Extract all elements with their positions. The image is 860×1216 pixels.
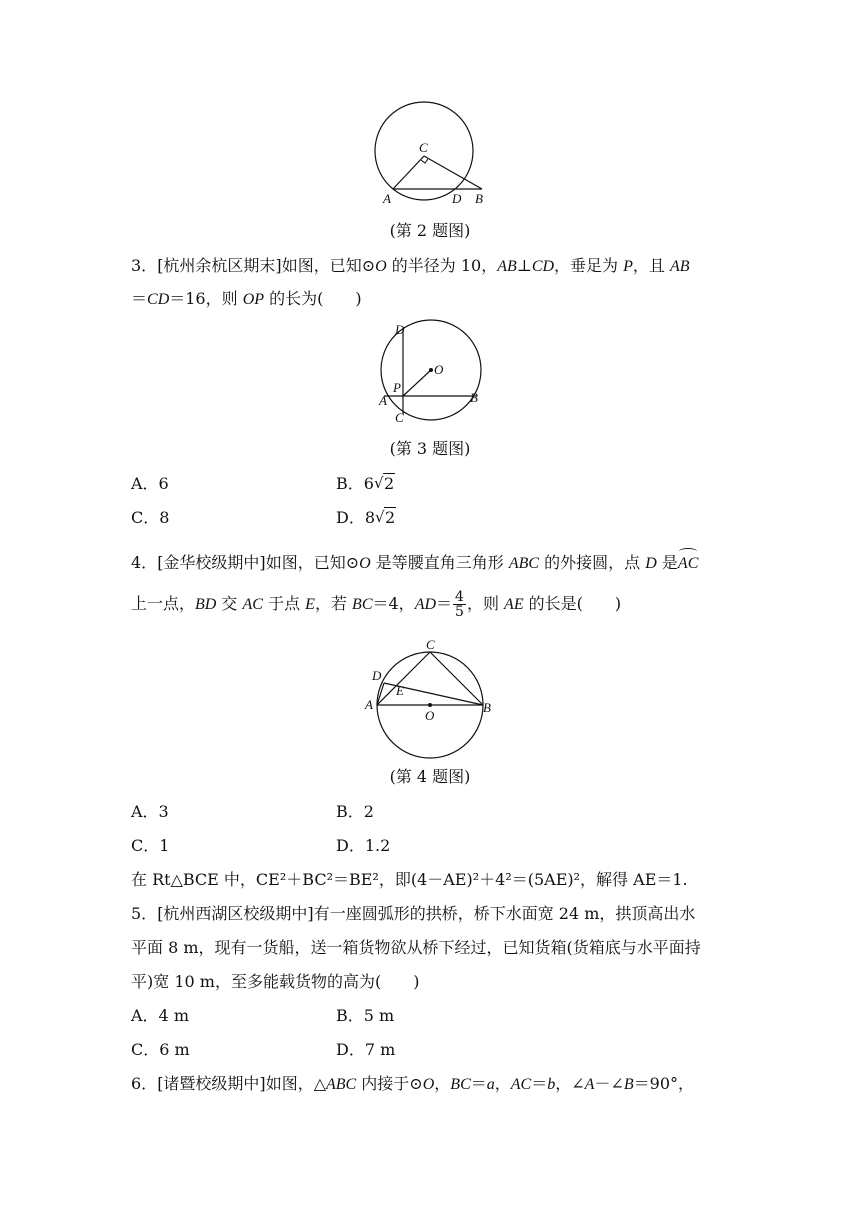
label-c: C — [426, 637, 435, 652]
question-5-line-3: 平)宽 10 m，至多能载货物的高为( ) — [131, 972, 420, 991]
sqrt-symbol: √ 2 — [375, 508, 396, 527]
figure-3-diagram — [375, 318, 490, 428]
question-5-line-1: 5．[杭州西湖区校级期中]有一座圆弧形的拱桥，桥下水面宽 24 m，拱顶高出水 — [131, 904, 696, 923]
segment-op — [403, 370, 431, 396]
right-angle-mark — [421, 159, 428, 163]
label-b: B — [483, 700, 491, 715]
center-dot — [429, 368, 433, 372]
q5-option-d[interactable]: D．7 m — [336, 1040, 396, 1059]
q4-option-b[interactable]: B．2 — [336, 802, 374, 821]
q5-option-c[interactable]: C．6 m — [131, 1040, 190, 1059]
segment-cb — [424, 156, 482, 189]
q3-option-b[interactable]: B．6 √ 2 — [336, 474, 395, 493]
question-6-line-1: 6．[诸暨校级期中]如图，△ABC 内接于⊙O，BC＝a，AC＝b，∠A－∠B＝90°， — [131, 1074, 695, 1093]
label-c: C — [395, 410, 404, 425]
q5-option-a[interactable]: A．4 m — [131, 1006, 189, 1025]
q4-option-a[interactable]: A．3 — [131, 802, 169, 821]
segment-ac — [393, 156, 424, 189]
arc-ac: AC — [678, 552, 698, 575]
q4-option-d[interactable]: D．1.2 — [336, 836, 391, 855]
label-e: E — [396, 683, 404, 698]
label-a: A — [379, 393, 387, 408]
label-d: D — [452, 191, 462, 206]
figure-4-diagram — [362, 636, 497, 761]
figure-4-caption: (第 4 题图) — [389, 767, 471, 786]
q4-solution: 在 Rt△BCE 中，CE²＋BC²＝BE²，即(4－AE)²＋4²＝(5AE)²，解得 AE＝1. — [131, 870, 688, 889]
label-c: C — [419, 140, 428, 155]
q5-option-b[interactable]: B．5 m — [336, 1006, 395, 1025]
sqrt-symbol: √ 2 — [373, 474, 395, 493]
question-5-line-2: 平面 8 m，现有一货船，送一箱货物欲从桥下经过，已知货箱(货箱底与水平面持 — [131, 938, 701, 957]
figure-3-caption: (第 3 题图) — [389, 439, 471, 458]
question-4-line-2: 上一点，BD 交 AC 于点 E，若 BC＝4，AD＝ $\frac{4}{5}$ ，则 AE 的长是( ) — [131, 589, 622, 620]
fraction-4-5: $\frac{4}{5}$ — [455, 589, 464, 620]
label-a: A — [383, 191, 391, 206]
question-4-line-1: 4．[金华校级期中]如图，已知⊙O 是等腰直角三角形 ABC 的外接圆，点 D 是AC — [131, 552, 698, 575]
label-d: D — [395, 322, 405, 337]
label-b: B — [475, 191, 483, 206]
figure-2-diagram — [365, 97, 505, 207]
segment-cb — [430, 652, 483, 705]
label-d: D — [372, 668, 382, 683]
q3-option-c[interactable]: C．8 — [131, 508, 170, 527]
figure-2-caption: (第 2 题图) — [389, 221, 471, 240]
q4-option-c[interactable]: C．1 — [131, 836, 170, 855]
label-b: B — [470, 390, 478, 405]
question-3-line-2: ＝CD＝16，则 OP 的长为( ) — [131, 289, 362, 308]
center-dot — [428, 703, 432, 707]
question-3-line-1: 3．[杭州余杭区期末]如图，已知⊙O 的半径为 10，AB⊥CD，垂足为 P，且 AB — [131, 256, 690, 275]
label-a: A — [365, 697, 373, 712]
q3-option-d[interactable]: D．8 √ 2 — [336, 508, 396, 527]
label-o: O — [434, 362, 444, 377]
label-o: O — [425, 708, 435, 723]
label-p: P — [393, 380, 401, 395]
q3-option-a[interactable]: A．6 — [131, 474, 169, 493]
